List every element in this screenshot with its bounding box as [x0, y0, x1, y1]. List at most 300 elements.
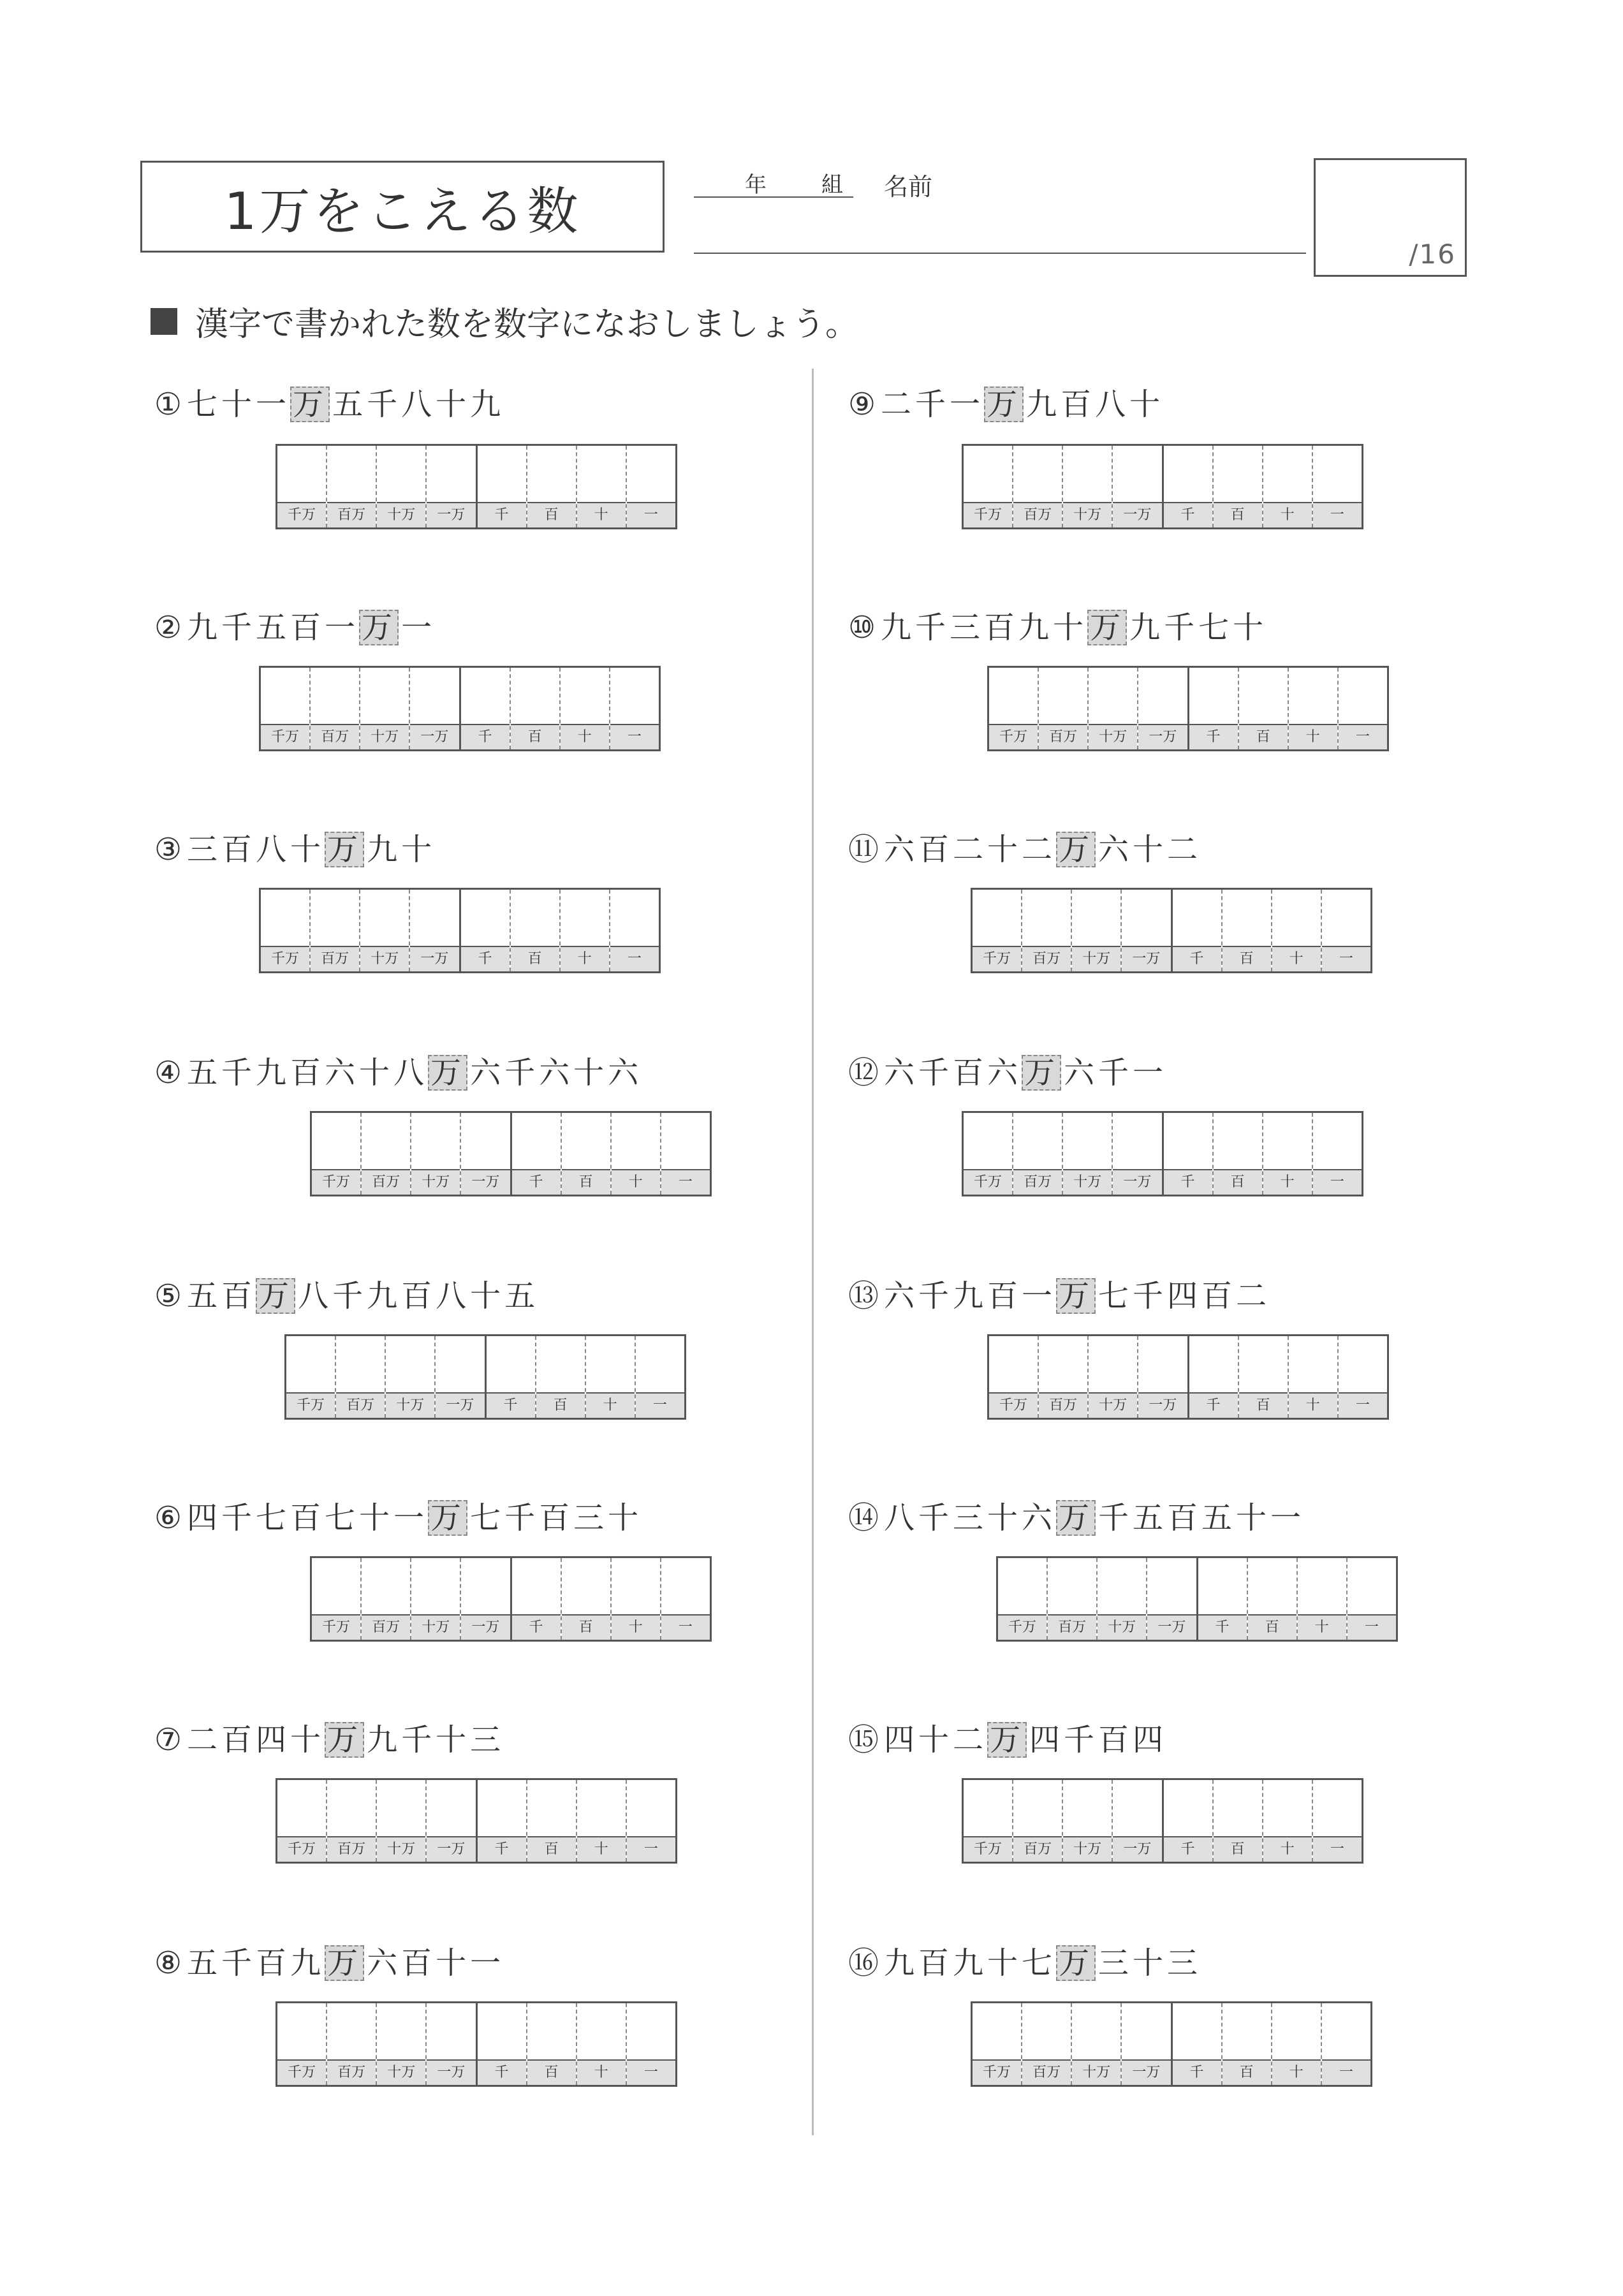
- place-label: 十: [1263, 1169, 1312, 1195]
- answer-cell: [1212, 446, 1262, 527]
- digit-input[interactable]: [527, 2003, 576, 2059]
- answer-cell: [964, 1780, 1012, 1862]
- place-label: 百万: [362, 1169, 410, 1195]
- digit-input[interactable]: [1189, 1336, 1238, 1392]
- problem-number: ⑩: [848, 610, 880, 645]
- place-label: 一万: [461, 1614, 510, 1640]
- digit-input[interactable]: [561, 890, 609, 946]
- digit-input[interactable]: [261, 890, 309, 946]
- answer-cell: [510, 1113, 561, 1195]
- score-box: [1314, 158, 1467, 277]
- digit-input[interactable]: [661, 1558, 710, 1614]
- answer-cell: [312, 1113, 360, 1195]
- place-label: 千: [461, 946, 510, 971]
- place-label: 百: [527, 502, 576, 527]
- digit-input[interactable]: [1214, 446, 1262, 502]
- problem-text-after: 六十二: [1098, 832, 1202, 867]
- digit-input[interactable]: [362, 1113, 410, 1169]
- answer-cell: [1296, 1558, 1346, 1640]
- place-label: 十万: [1089, 724, 1137, 749]
- answer-cell: [385, 1336, 434, 1418]
- problem-text-after: 九十: [367, 832, 436, 867]
- digit-input[interactable]: [1048, 1558, 1096, 1614]
- answer-cell: [1171, 2003, 1221, 2085]
- digit-input[interactable]: [964, 1113, 1012, 1169]
- answer-cell: [261, 668, 309, 749]
- digit-input[interactable]: [1289, 668, 1337, 724]
- digit-input[interactable]: [661, 1113, 710, 1169]
- problem-question: [848, 385, 1164, 423]
- digit-input[interactable]: [1223, 2003, 1271, 2059]
- place-label: 百: [1214, 1169, 1262, 1195]
- digit-input[interactable]: [411, 1558, 460, 1614]
- digit-input[interactable]: [327, 2003, 376, 2059]
- answer-cell: [459, 668, 510, 749]
- digit-input[interactable]: [311, 890, 359, 946]
- digit-input[interactable]: [1263, 1113, 1312, 1169]
- man-highlight: 万: [984, 386, 1024, 422]
- answer-grid: [971, 2001, 1372, 2087]
- answer-cell: [1321, 2003, 1370, 2085]
- digit-input[interactable]: [461, 890, 510, 946]
- problem-text-before: 九百九十七: [884, 1945, 1057, 1981]
- answer-cell: [1321, 890, 1370, 971]
- answer-cell: [964, 446, 1012, 527]
- problem-question: [154, 1499, 642, 1537]
- place-label: 千万: [312, 1614, 360, 1640]
- problem-text-before: 三百八十: [187, 832, 325, 867]
- problem-text-after: 千五百五十一: [1098, 1500, 1305, 1536]
- place-label: 千: [512, 1169, 561, 1195]
- answer-grid: [259, 666, 661, 751]
- man-highlight: 万: [987, 1722, 1027, 1758]
- place-label: 十万: [377, 2059, 425, 2085]
- place-label: 千: [1198, 1614, 1247, 1640]
- digit-input[interactable]: [1272, 2003, 1321, 2059]
- place-label: 千万: [261, 946, 309, 971]
- digit-input[interactable]: [1339, 668, 1387, 724]
- instruction-text: 漢字で書かれた数を数字になおしましょう。: [195, 305, 859, 344]
- answer-cell: [1112, 446, 1161, 527]
- place-label: 十万: [1072, 946, 1120, 971]
- digit-input[interactable]: [436, 1336, 484, 1392]
- digit-input[interactable]: [964, 1780, 1012, 1836]
- digit-input[interactable]: [610, 668, 659, 724]
- digit-input[interactable]: [377, 2003, 425, 2059]
- problem-number: ⑪: [848, 832, 883, 867]
- answer-cell: [973, 2003, 1021, 2085]
- digit-input[interactable]: [1113, 1113, 1161, 1169]
- problem-text-after: 三十三: [1098, 1945, 1202, 1981]
- digit-input[interactable]: [627, 1780, 675, 1836]
- problem-question: [154, 385, 504, 423]
- digit-input[interactable]: [410, 668, 459, 724]
- answer-cell: [409, 668, 459, 749]
- place-label: 十: [1263, 502, 1312, 527]
- digit-input[interactable]: [1313, 446, 1362, 502]
- answer-cell: [1062, 1113, 1112, 1195]
- digit-input[interactable]: [989, 1336, 1038, 1392]
- answer-grid: [259, 888, 661, 973]
- digit-input[interactable]: [1214, 1113, 1262, 1169]
- problem-number: ⑥: [154, 1500, 186, 1536]
- digit-input[interactable]: [511, 668, 559, 724]
- digit-input[interactable]: [311, 668, 359, 724]
- digit-input[interactable]: [1164, 1780, 1212, 1836]
- digit-input[interactable]: [512, 1558, 561, 1614]
- digit-input[interactable]: [612, 1558, 660, 1614]
- man-highlight: 万: [1056, 1945, 1096, 1981]
- digit-input[interactable]: [1013, 446, 1062, 502]
- digit-input[interactable]: [327, 1780, 376, 1836]
- place-label: 百万: [1013, 502, 1062, 527]
- digit-input[interactable]: [1063, 1113, 1112, 1169]
- digit-input[interactable]: [427, 1780, 475, 1836]
- digit-input[interactable]: [1013, 1780, 1062, 1836]
- digit-input[interactable]: [360, 890, 409, 946]
- digit-input[interactable]: [998, 1558, 1047, 1614]
- answer-cell: [609, 890, 659, 971]
- place-label: 千: [1164, 502, 1212, 527]
- answer-cell: [1012, 1780, 1062, 1862]
- digit-input[interactable]: [277, 2003, 326, 2059]
- place-label: 一: [1339, 724, 1387, 749]
- digit-input[interactable]: [964, 446, 1012, 502]
- digit-input[interactable]: [973, 890, 1021, 946]
- place-label: 百: [1239, 1392, 1288, 1418]
- digit-input[interactable]: [1198, 1558, 1247, 1614]
- place-label: 百: [1214, 1836, 1262, 1862]
- digit-input[interactable]: [1063, 1780, 1112, 1836]
- problem-text-after: 六千六十六: [470, 1055, 643, 1091]
- place-label: 十万: [1089, 1392, 1137, 1418]
- instruction: [151, 297, 858, 345]
- digit-input[interactable]: [1022, 2003, 1071, 2059]
- problem-text-before: 二百四十: [187, 1722, 325, 1758]
- place-label: 一: [661, 1169, 710, 1195]
- place-label: 一: [636, 1392, 684, 1418]
- digit-input[interactable]: [327, 446, 376, 502]
- answer-cell: [409, 890, 459, 971]
- answer-grid: [962, 1111, 1363, 1196]
- digit-input[interactable]: [1223, 890, 1271, 946]
- digit-input[interactable]: [1039, 1336, 1087, 1392]
- place-label: 千: [478, 502, 526, 527]
- answer-cell: [510, 668, 559, 749]
- digit-input[interactable]: [487, 1336, 535, 1392]
- place-label: 一万: [1113, 1836, 1161, 1862]
- digit-input[interactable]: [577, 1780, 626, 1836]
- name-line[interactable]: [694, 253, 1306, 254]
- answer-cell: [1038, 668, 1087, 749]
- digit-input[interactable]: [478, 1780, 526, 1836]
- digit-input[interactable]: [561, 668, 609, 724]
- digit-input[interactable]: [461, 668, 510, 724]
- place-label: 千万: [261, 724, 309, 749]
- digit-input[interactable]: [312, 1558, 360, 1614]
- answer-cell: [1120, 2003, 1170, 2085]
- place-label: 十万: [411, 1614, 460, 1640]
- digit-input[interactable]: [1322, 890, 1370, 946]
- problem-text-after: 九千七十: [1129, 610, 1268, 645]
- digit-input[interactable]: [1039, 668, 1087, 724]
- digit-input[interactable]: [1298, 1558, 1346, 1614]
- place-label: 一万: [427, 502, 475, 527]
- digit-input[interactable]: [1138, 668, 1187, 724]
- digit-input[interactable]: [360, 668, 409, 724]
- digit-input[interactable]: [1322, 2003, 1370, 2059]
- digit-input[interactable]: [1214, 1780, 1262, 1836]
- place-label: 十万: [1072, 2059, 1120, 2085]
- digit-input[interactable]: [286, 1336, 335, 1392]
- digit-input[interactable]: [562, 1113, 610, 1169]
- digit-input[interactable]: [577, 2003, 626, 2059]
- digit-input[interactable]: [1113, 1780, 1161, 1836]
- digit-input[interactable]: [1063, 446, 1112, 502]
- answer-cell: [1262, 1113, 1312, 1195]
- digit-input[interactable]: [386, 1336, 434, 1392]
- digit-input[interactable]: [478, 2003, 526, 2059]
- answer-cell: [425, 2003, 475, 2085]
- problem-text-after: 七千四百二: [1098, 1278, 1271, 1314]
- digit-input[interactable]: [1189, 668, 1238, 724]
- digit-input[interactable]: [536, 1336, 585, 1392]
- digit-input[interactable]: [1248, 1558, 1296, 1614]
- digit-input[interactable]: [1013, 1113, 1062, 1169]
- digit-input[interactable]: [478, 446, 526, 502]
- digit-input[interactable]: [411, 1113, 460, 1169]
- answer-grid: [962, 1778, 1363, 1864]
- digit-input[interactable]: [1098, 1558, 1146, 1614]
- problem-number: ⑨: [848, 386, 880, 422]
- digit-input[interactable]: [377, 446, 425, 502]
- digit-input[interactable]: [1173, 890, 1221, 946]
- digit-input[interactable]: [1089, 668, 1137, 724]
- digit-input[interactable]: [1138, 1336, 1187, 1392]
- problem-text-after: 四千百四: [1029, 1722, 1168, 1758]
- place-label: 百: [511, 724, 559, 749]
- answer-cell: [277, 446, 326, 527]
- man-highlight: 万: [1056, 1500, 1096, 1536]
- name-area: [694, 161, 1306, 256]
- answer-cell: [1087, 668, 1137, 749]
- place-label: 十万: [386, 1392, 434, 1418]
- problem-question: [154, 608, 436, 647]
- digit-input[interactable]: [1263, 446, 1312, 502]
- digit-input[interactable]: [312, 1113, 360, 1169]
- digit-input[interactable]: [1113, 446, 1161, 502]
- problem-question: [154, 1277, 539, 1315]
- problem-text-before: 五千百九: [187, 1945, 325, 1981]
- place-label: 一万: [1113, 1169, 1161, 1195]
- digit-input[interactable]: [277, 1780, 326, 1836]
- answer-cell: [1071, 2003, 1120, 2085]
- answer-cell: [989, 1336, 1038, 1418]
- place-label: 十万: [411, 1169, 460, 1195]
- answer-cell: [309, 668, 359, 749]
- place-label: 十万: [1098, 1614, 1146, 1640]
- problem-text-after: 六百十一: [367, 1945, 505, 1981]
- digit-input[interactable]: [612, 1113, 660, 1169]
- answer-cell: [973, 890, 1021, 971]
- problem-text-after: 八千九百八十五: [298, 1278, 540, 1314]
- place-label: 一万: [436, 1392, 484, 1418]
- digit-input[interactable]: [362, 1558, 410, 1614]
- digit-input[interactable]: [277, 446, 326, 502]
- digit-input[interactable]: [511, 890, 559, 946]
- class-label: 組: [821, 172, 843, 198]
- answer-cell: [561, 1113, 610, 1195]
- place-label: 十: [577, 2059, 626, 2085]
- digit-input[interactable]: [1072, 2003, 1120, 2059]
- place-label: 一万: [1138, 1392, 1187, 1418]
- digit-input[interactable]: [1173, 2003, 1221, 2059]
- digit-input[interactable]: [527, 1780, 576, 1836]
- problem-text-before: 七十一: [187, 386, 291, 422]
- answer-cell: [309, 890, 359, 971]
- answer-cell: [476, 2003, 526, 2085]
- column-divider: [812, 369, 814, 2135]
- problem-text-before: 二千一: [881, 386, 985, 422]
- digit-input[interactable]: [636, 1336, 684, 1392]
- digit-input[interactable]: [1164, 446, 1212, 502]
- answer-cell: [1062, 1780, 1112, 1862]
- answer-cell: [1262, 1780, 1312, 1862]
- place-label: 千: [478, 1836, 526, 1862]
- digit-input[interactable]: [1348, 1558, 1396, 1614]
- digit-input[interactable]: [1122, 2003, 1170, 2059]
- digit-input[interactable]: [1239, 1336, 1288, 1392]
- place-label: 百万: [311, 724, 359, 749]
- digit-input[interactable]: [627, 2003, 675, 2059]
- place-label: 千万: [989, 1392, 1038, 1418]
- digit-input[interactable]: [1089, 1336, 1137, 1392]
- place-label: 百: [527, 2059, 576, 2085]
- man-highlight: 万: [1087, 610, 1127, 645]
- answer-cell: [359, 890, 409, 971]
- answer-cell: [277, 2003, 326, 2085]
- digit-input[interactable]: [377, 1780, 425, 1836]
- digit-input[interactable]: [427, 446, 475, 502]
- problem-text-before: 八千三十六: [884, 1500, 1057, 1536]
- answer-grid: [310, 1111, 712, 1196]
- digit-input[interactable]: [577, 446, 626, 502]
- place-label: 百万: [1048, 1614, 1096, 1640]
- digit-input[interactable]: [261, 668, 309, 724]
- place-label: 十: [577, 1836, 626, 1862]
- place-label: 一万: [1113, 502, 1161, 527]
- place-label: 一万: [410, 724, 459, 749]
- man-highlight: 万: [325, 832, 364, 867]
- digit-input[interactable]: [410, 890, 459, 946]
- answer-cell: [964, 1113, 1012, 1195]
- digit-input[interactable]: [973, 2003, 1021, 2059]
- digit-input[interactable]: [512, 1113, 561, 1169]
- digit-input[interactable]: [1313, 1113, 1362, 1169]
- digit-input[interactable]: [461, 1558, 510, 1614]
- digit-input[interactable]: [586, 1336, 635, 1392]
- digit-input[interactable]: [562, 1558, 610, 1614]
- digit-input[interactable]: [1239, 668, 1288, 724]
- answer-cell: [635, 1336, 684, 1418]
- place-label: 千万: [964, 502, 1012, 527]
- answer-cell: [1312, 446, 1362, 527]
- digit-input[interactable]: [336, 1336, 385, 1392]
- digit-input[interactable]: [461, 1113, 510, 1169]
- year-label: 年: [745, 172, 767, 198]
- answer-cell: [261, 890, 309, 971]
- digit-input[interactable]: [627, 446, 675, 502]
- place-label: 一: [627, 2059, 675, 2085]
- name-label: 名前: [884, 173, 933, 201]
- answer-cell: [376, 446, 425, 527]
- digit-input[interactable]: [1122, 890, 1170, 946]
- place-label: 千: [1173, 2059, 1221, 2085]
- problem-text-before: 六百二十二: [884, 832, 1057, 867]
- man-highlight: 万: [428, 1500, 467, 1536]
- answer-cell: [626, 446, 675, 527]
- place-label: 百: [527, 1836, 576, 1862]
- problem-question: [154, 1054, 642, 1092]
- answer-grid: [971, 888, 1372, 973]
- answer-cell: [1337, 668, 1387, 749]
- digit-input[interactable]: [1022, 890, 1071, 946]
- answer-cell: [1221, 2003, 1271, 2085]
- problem-text-before: 六千百六: [884, 1055, 1022, 1091]
- man-highlight: 万: [1022, 1055, 1061, 1091]
- square-bullet-icon: [151, 308, 177, 335]
- place-label: 千: [1164, 1836, 1212, 1862]
- place-label: 一万: [1138, 724, 1187, 749]
- answer-cell: [1062, 446, 1112, 527]
- digit-input[interactable]: [1263, 1780, 1312, 1836]
- place-label: 百万: [327, 502, 376, 527]
- place-label: 十万: [360, 946, 409, 971]
- digit-input[interactable]: [427, 2003, 475, 2059]
- digit-input[interactable]: [1289, 1336, 1337, 1392]
- digit-input[interactable]: [1272, 890, 1321, 946]
- problem-number: ⑮: [848, 1722, 883, 1758]
- place-label: 百万: [327, 2059, 376, 2085]
- place-label: 千万: [989, 724, 1038, 749]
- place-label: 一: [1313, 1836, 1362, 1862]
- digit-input[interactable]: [527, 446, 576, 502]
- answer-cell: [1288, 1336, 1337, 1418]
- answer-cell: [1187, 1336, 1238, 1418]
- digit-input[interactable]: [1147, 1558, 1196, 1614]
- place-label: 十: [1272, 2059, 1321, 2085]
- answer-cell: [312, 1558, 360, 1640]
- place-label: 一万: [1122, 946, 1170, 971]
- place-label: 百万: [336, 1392, 385, 1418]
- answer-cell: [326, 446, 376, 527]
- place-label: 百万: [1013, 1836, 1062, 1862]
- digit-input[interactable]: [1072, 890, 1120, 946]
- place-label: 十万: [360, 724, 409, 749]
- digit-input[interactable]: [1164, 1113, 1212, 1169]
- answer-cell: [626, 1780, 675, 1862]
- digit-input[interactable]: [989, 668, 1038, 724]
- digit-input[interactable]: [610, 890, 659, 946]
- place-label: 十: [1298, 1614, 1346, 1640]
- answer-cell: [576, 1780, 626, 1862]
- problem-number: ⑯: [848, 1945, 883, 1981]
- man-highlight: 万: [359, 610, 399, 645]
- place-label: 百万: [327, 1836, 376, 1862]
- answer-cell: [1271, 2003, 1321, 2085]
- digit-input[interactable]: [1339, 1336, 1387, 1392]
- digit-input[interactable]: [1313, 1780, 1362, 1836]
